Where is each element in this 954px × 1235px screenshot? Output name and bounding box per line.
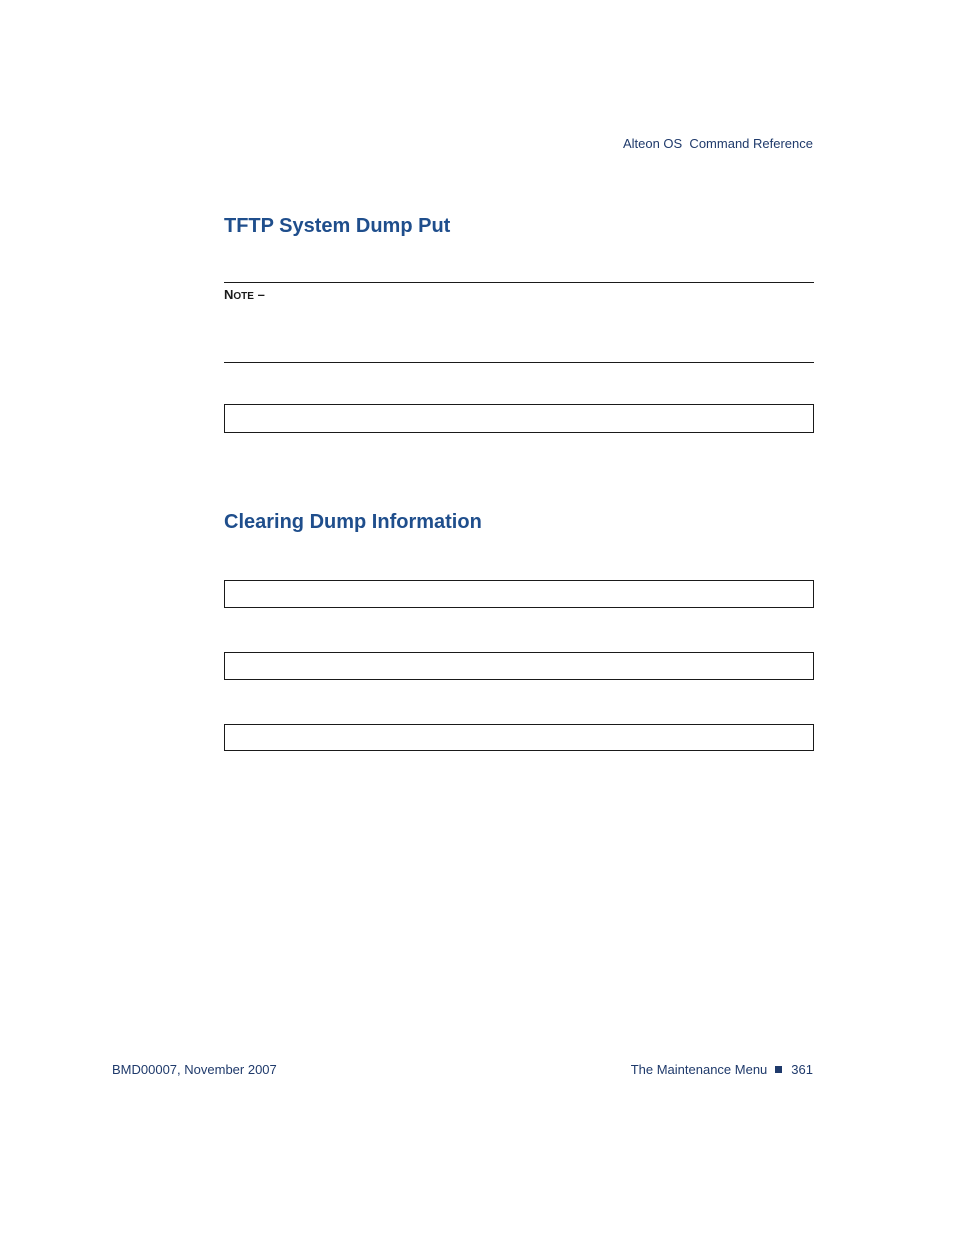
- command-box-tftp-put: [224, 404, 814, 433]
- note-label-dash: –: [257, 287, 265, 302]
- footer-page-number: 361: [791, 1062, 813, 1077]
- note-label-initial: N: [224, 287, 234, 302]
- note-label: [224, 287, 265, 302]
- command-box-clear-1: [224, 580, 814, 608]
- footer-square-bullet-icon: [775, 1066, 782, 1073]
- footer-right: [631, 1062, 813, 1077]
- command-box-clear-3: [224, 724, 814, 751]
- running-header: Alteon OS Command Reference: [622, 136, 813, 151]
- command-box-clear-2: [224, 652, 814, 680]
- section-title-clearing-dump: Clearing Dump Information: [224, 511, 482, 533]
- note-label-rest: OTE: [233, 291, 254, 302]
- section-title-tftp-dump-put: TFTP System Dump Put: [224, 215, 451, 237]
- footer-doc-id: BMD00007, November 2007: [112, 1062, 277, 1077]
- note-bottom-rule: [224, 362, 814, 363]
- footer-chapter: The Maintenance Menu: [630, 1062, 768, 1077]
- note-top-rule: [224, 282, 814, 283]
